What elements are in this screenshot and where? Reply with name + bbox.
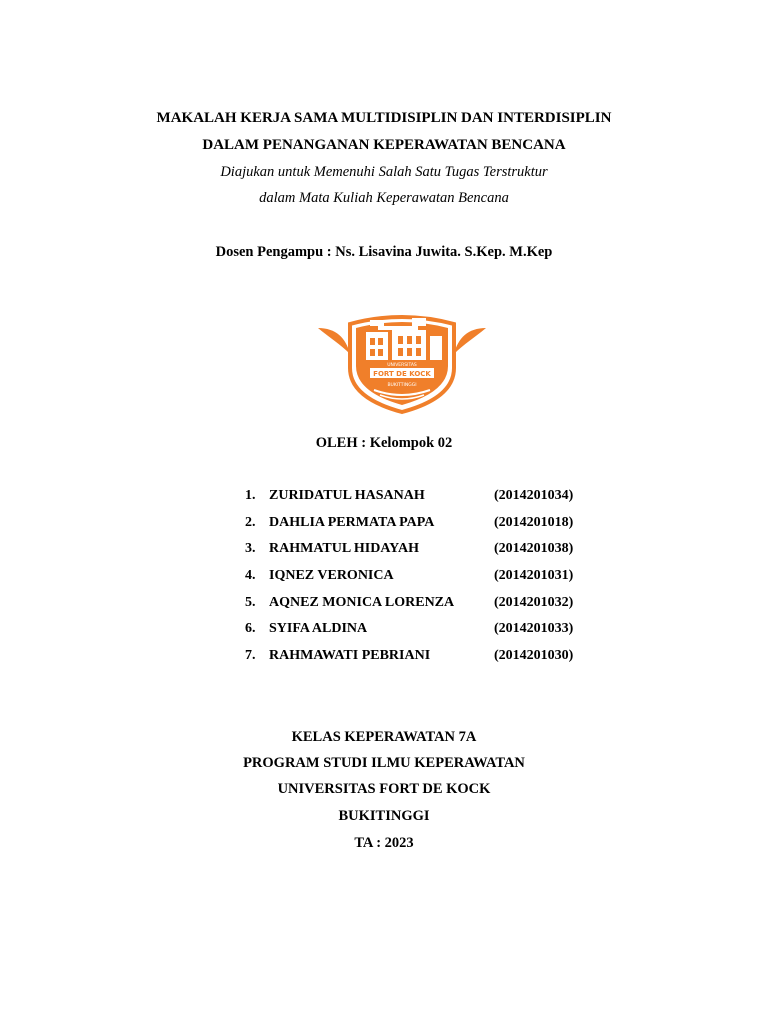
member-name: DAHLIA PERMATA PAPA	[269, 514, 435, 530]
member-nim: (2014201033)	[494, 621, 574, 637]
member-nim: (2014201034)	[494, 488, 574, 503]
university-logo	[312, 302, 492, 418]
document-subtitle-line-2: dalam Mata Kuliah Keperawatan Bencana	[259, 190, 509, 206]
member-name: RAHMAWATI PEBRIANI	[269, 648, 431, 664]
member-nim: (2014201030)	[494, 648, 574, 664]
member-number: 2.	[245, 514, 256, 530]
logo-text-upper: UNIVERSITAS	[387, 363, 417, 368]
footer-city: BUKITINGGI	[338, 808, 430, 824]
lecturer-line: Dosen Pengampu : Ns. Lisavina Juwita. S.Kep. M.Kep	[215, 244, 553, 260]
member-number: 3.	[245, 541, 256, 557]
list-item	[240, 539, 600, 566]
member-name: SYIFA ALDINA	[269, 621, 368, 637]
member-number: 5.	[245, 594, 256, 610]
member-name: RAHMATUL HIDAYAH	[269, 541, 420, 557]
list-item	[240, 513, 600, 540]
member-number: 4.	[245, 568, 256, 584]
footer-program: PROGRAM STUDI ILMU KEPERAWATAN	[243, 755, 525, 771]
member-number: 7.	[245, 648, 256, 664]
footer-year: TA : 2023	[354, 835, 414, 851]
member-name: IQNEZ VERONICA	[269, 568, 394, 584]
document-title-line-2: DALAM PENANGANAN KEPERAWATAN BENCANA	[202, 137, 566, 153]
member-number: 1.	[245, 488, 256, 503]
list-item	[240, 593, 600, 620]
logo-left-wing	[318, 328, 350, 354]
member-nim: (2014201038)	[494, 541, 574, 557]
member-nim: (2014201032)	[494, 594, 574, 610]
footer-university: UNIVERSITAS FORT DE KOCK	[277, 781, 491, 797]
member-number: 6.	[245, 621, 256, 637]
member-name: ZURIDATUL HASANAH	[269, 488, 425, 503]
fort-de-kock-logo-icon	[312, 302, 492, 418]
member-nim: (2014201018)	[494, 514, 574, 530]
list-item	[240, 619, 600, 646]
logo-text-lower: BUKITTINGGI	[387, 383, 417, 388]
members-list	[240, 486, 600, 673]
by-line: OLEH : Kelompok 02	[315, 435, 453, 451]
logo-text-main: FORT DE KOCK	[373, 370, 431, 378]
document-subtitle-line-1: Diajukan untuk Memenuhi Salah Satu Tugas Terstruktur	[220, 164, 548, 180]
list-item	[240, 566, 600, 593]
footer-class: KELAS KEPERAWATAN 7A	[291, 729, 477, 745]
logo-right-wing	[454, 328, 486, 354]
member-nim: (2014201031)	[494, 568, 574, 584]
member-name: AQNEZ MONICA LORENZA	[269, 594, 455, 610]
list-item	[240, 486, 600, 513]
document-title-line-1: MAKALAH KERJA SAMA MULTIDISIPLIN DAN INTERDISIPLIN	[156, 110, 612, 126]
list-item	[240, 646, 600, 673]
